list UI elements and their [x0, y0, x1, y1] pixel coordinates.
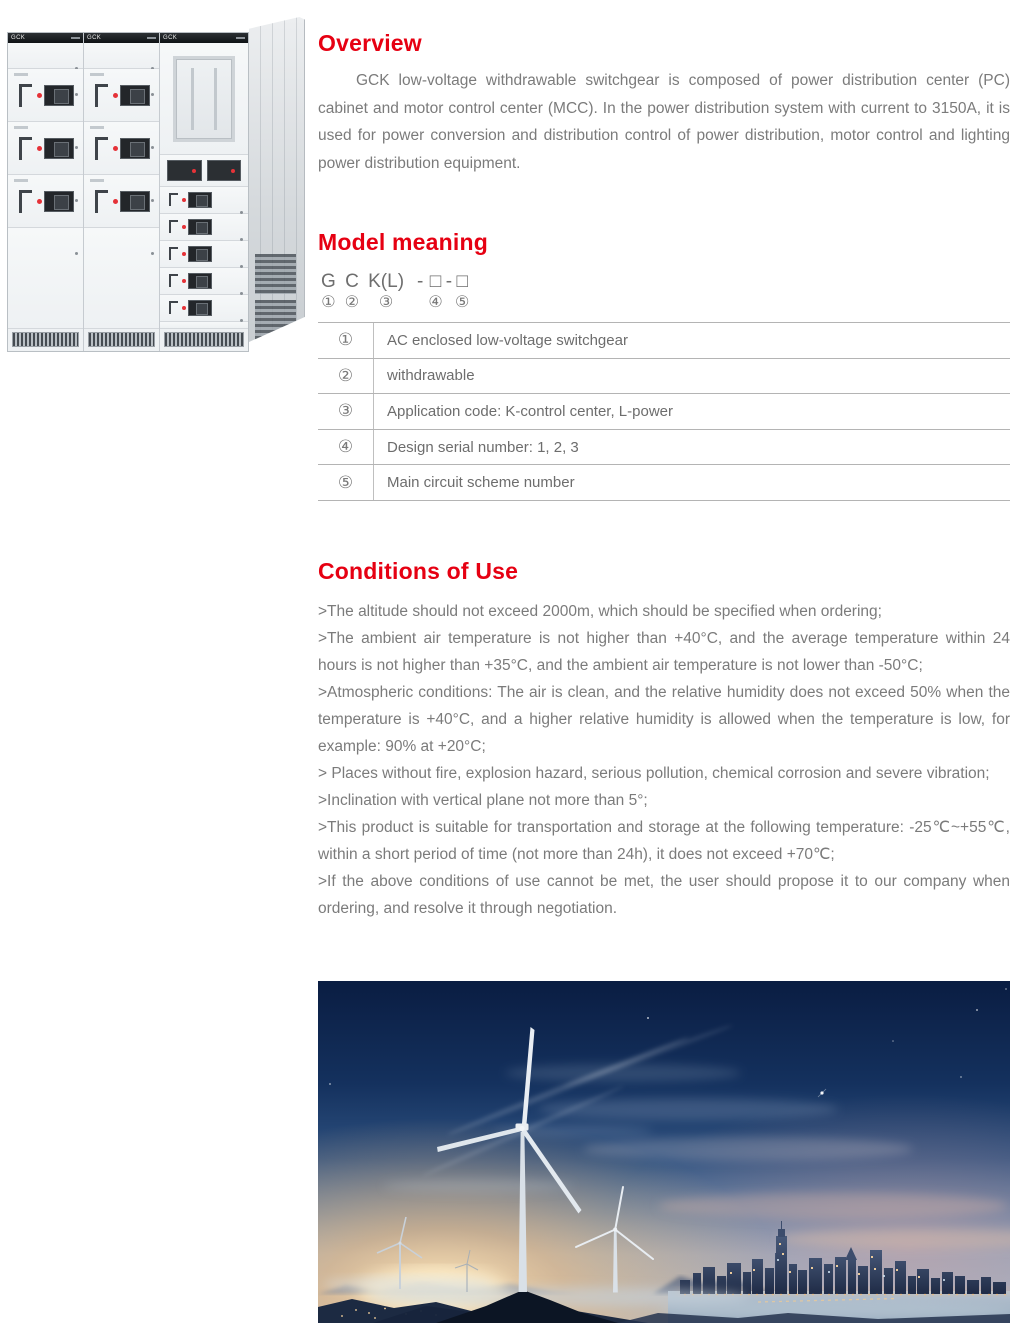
cabinet-door [8, 228, 83, 329]
cabinet-header-strip [8, 33, 83, 43]
row-number: ② [318, 359, 374, 394]
vent-panel [160, 329, 248, 351]
cabinet-column [8, 33, 84, 351]
meter-display [120, 85, 150, 106]
model-code-column [446, 271, 452, 311]
model-code-column [455, 271, 469, 311]
code-index: ② [344, 294, 360, 311]
red-indicator [182, 252, 186, 256]
row-description: Main circuit scheme number [387, 474, 575, 492]
screw [151, 252, 154, 255]
row-number: ④ [318, 430, 374, 465]
screw [75, 146, 78, 149]
drawer-handle [169, 247, 178, 260]
red-indicator [113, 199, 118, 204]
drawer-unit [8, 122, 83, 175]
model-meaning-table [318, 322, 1010, 501]
drawer-handle [95, 190, 108, 213]
red-indicator [182, 198, 186, 202]
ventilation-grille [164, 332, 244, 347]
label-mark [90, 126, 104, 129]
meter-display [188, 246, 212, 262]
red-indicator [37, 93, 42, 98]
red-indicator [182, 306, 186, 310]
code-index: ⑤ [455, 294, 470, 311]
drawer-handle [19, 84, 32, 107]
code-token: - [417, 271, 424, 292]
side-vent-slats [255, 254, 296, 294]
model-code-column [345, 271, 359, 311]
red-indicator [37, 146, 42, 151]
code-token: G [321, 271, 336, 292]
cabinet-door [160, 322, 248, 329]
inspection-window [173, 56, 235, 142]
condition-item: >The altitude should not exceed 2000m, which should be specified when ordering; [318, 603, 882, 620]
row-number: ① [318, 323, 374, 358]
label-mark [90, 73, 104, 76]
cabinet-door [84, 228, 159, 329]
ventilation-grille [88, 332, 155, 347]
vent-panel [84, 329, 159, 351]
meter-display [120, 138, 150, 159]
code-token: K(L) [368, 271, 405, 292]
table-row [318, 430, 1010, 466]
meter-display [44, 138, 74, 159]
window-bar [191, 68, 194, 130]
strip-marking [71, 37, 80, 39]
cabinet-header-strip [160, 33, 248, 43]
code-token: C [345, 271, 359, 292]
row-description: withdrawable [387, 367, 475, 385]
drawer-handle [169, 274, 178, 287]
red-indicator [113, 93, 118, 98]
label-mark [90, 179, 104, 182]
code-index: ① [321, 294, 336, 311]
conditions-list [318, 598, 1010, 922]
screw [151, 146, 154, 149]
meter-display [188, 300, 212, 316]
code-index: ③ [378, 294, 394, 311]
cabinet-column [160, 33, 248, 351]
code-token: □ [429, 271, 442, 292]
inspection-window-panel [160, 43, 248, 155]
model-code-diagram [321, 271, 469, 311]
blank-panel [8, 43, 83, 69]
drawer-unit [160, 268, 248, 295]
meter-display [188, 192, 212, 208]
condition-item: > Places without fire, explosion hazard, serious pollution, chemical corrosion and severe vibration; [318, 765, 990, 782]
drawer-unit [8, 69, 83, 122]
label-mark [14, 179, 28, 182]
row-description: Design serial number: 1, 2, 3 [387, 438, 579, 456]
side-vent-slats [255, 300, 296, 340]
condition-item: >Inclination with vertical plane not more than 5°; [318, 792, 648, 809]
drawer-unit [84, 69, 159, 122]
screw [75, 199, 78, 202]
overview-heading: Overview [318, 30, 422, 56]
drawer-unit [84, 175, 159, 228]
model-code-column [428, 271, 442, 311]
conditions-heading: Conditions of Use [318, 558, 519, 584]
table-row [318, 465, 1010, 501]
code-index: ④ [428, 294, 443, 311]
switchgear-cabinet-illustration [5, 14, 306, 355]
condition-item: >This product is suitable for transportation and storage at the following temperature: -25℃~+55℃, within a short period of time (not more than 24h), it does not exceed +70℃; [318, 819, 1010, 863]
row-description: Application code: K-control center, L-power [387, 402, 673, 420]
label-mark [14, 126, 28, 129]
cabinet-brand-label: GCK [163, 35, 178, 41]
overview-paragraph: GCK low-voltage withdrawable switchgear is composed of power distribution center (PC) cabinet and motor control center (MCC). In the power distribution system with current to 3150A, it is used for power conversion and distribution control of power distribution, motor control and lighting power distribution equipment. [318, 72, 1010, 172]
drawer-unit [84, 122, 159, 175]
model-code-column [368, 271, 404, 311]
ventilation-grille [12, 332, 79, 347]
condition-item: >Atmospheric conditions: The air is clean, and the relative humidity does not exceed 50% when the temperature is +40°C, and a higher relative humidity is allowed when the temperature is low, for example: 90% at +20°C; [318, 684, 1010, 755]
drawer-unit [160, 295, 248, 322]
drawer-handle [169, 220, 178, 233]
row-description: AC enclosed low-voltage switchgear [387, 331, 628, 349]
red-indicator [37, 199, 42, 204]
drawer-unit [8, 175, 83, 228]
table-row [318, 394, 1010, 430]
cabinet-column [84, 33, 160, 351]
red-indicator [182, 279, 186, 283]
meter-display [120, 191, 150, 212]
screw [151, 199, 154, 202]
wind-energy-photo-art [318, 981, 1010, 1323]
red-indicator [182, 225, 186, 229]
window-bar [214, 68, 217, 130]
dual-breaker-panel [160, 155, 248, 187]
drawer-handle [169, 301, 178, 314]
label-mark [14, 73, 28, 76]
breaker-unit [167, 160, 202, 181]
meter-display [44, 191, 74, 212]
cabinet-header-strip [84, 33, 159, 43]
drawer-unit [160, 241, 248, 268]
model-code-column [417, 271, 423, 311]
strip-marking [147, 37, 156, 39]
drawer-handle [169, 193, 178, 206]
screw [75, 93, 78, 96]
vent-panel [8, 329, 83, 351]
drawer-handle [19, 137, 32, 160]
cabinet-brand-label: GCK [11, 35, 26, 41]
model-code-column [321, 271, 336, 311]
wind-energy-photo [318, 981, 1010, 1323]
code-token: □ [456, 271, 468, 292]
row-number: ⑤ [318, 465, 374, 500]
blank-panel [84, 43, 159, 69]
cabinet-side-panel [249, 17, 305, 352]
table-row [318, 359, 1010, 395]
meter-display [188, 219, 212, 235]
condition-item: >The ambient air temperature is not higher than +40°C, and the average temperature within 24 hours is not higher than +35°C, and the ambient air temperature is not lower than -50°C; [318, 630, 1010, 674]
drawer-handle [95, 137, 108, 160]
model-meaning-heading: Model meaning [318, 229, 489, 255]
drawer-handle [95, 84, 108, 107]
breaker-unit [207, 160, 242, 181]
drawer-unit [160, 214, 248, 241]
screw [75, 252, 78, 255]
meter-display [44, 85, 74, 106]
drawer-handle [19, 190, 32, 213]
meter-display [188, 273, 212, 289]
row-number: ③ [318, 394, 374, 429]
code-token: - [445, 271, 453, 292]
drawer-unit [160, 187, 248, 214]
screw [151, 93, 154, 96]
cabinet-front [7, 32, 249, 352]
table-row [318, 323, 1010, 359]
strip-marking [236, 37, 245, 39]
condition-item: >If the above conditions of use cannot be met, the user should propose it to our company when ordering, and resolve it through negotiation. [318, 873, 1010, 917]
cabinet-brand-label: GCK [87, 35, 102, 41]
red-indicator [113, 146, 118, 151]
